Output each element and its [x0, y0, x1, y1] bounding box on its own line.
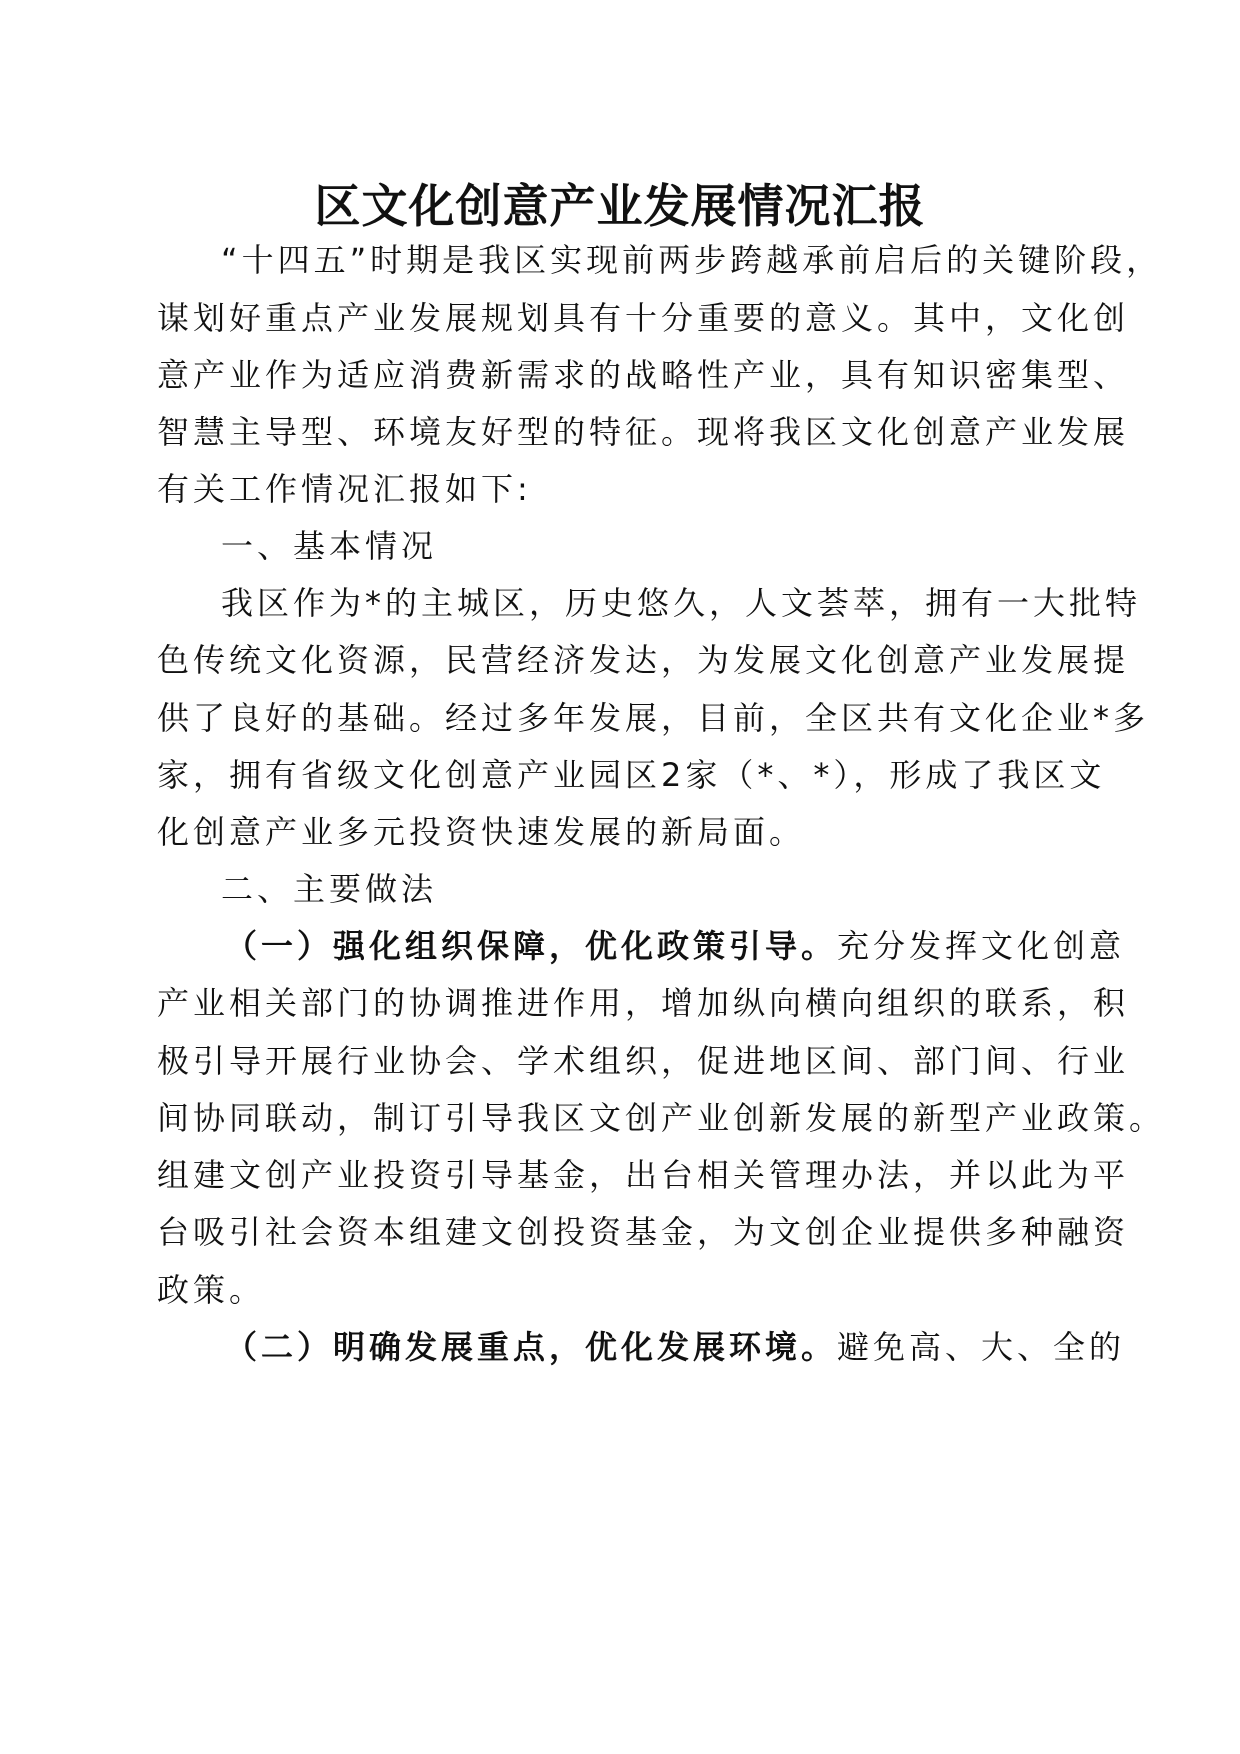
section-1-line-4: 家，拥有省级文化创意产业园区2家（*、*），形成了我区文: [157, 756, 1106, 794]
section-1-line-3: 供了良好的基础。经过多年发展，目前，全区共有文化企业*多: [157, 699, 1150, 737]
section-2-item-1-line-7: 政策。: [157, 1271, 266, 1309]
intro-line-3: 意产业作为适应消费新需求的战略性产业，具有知识密集型、: [157, 356, 1130, 394]
section-2-item-1-heading: （一）强化组织保障，优化政策引导。: [225, 927, 838, 965]
section-2-item-2-text: 避免高、大、全的: [837, 1328, 1126, 1366]
document-title: 区文化创意产业发展情况汇报: [314, 179, 926, 233]
section-2-item-1-line-3: 极引导开展行业协会、学术组织，促进地区间、部门间、行业: [157, 1042, 1130, 1080]
section-2-item-2-heading: （二）明确发展重点，优化发展环境。: [225, 1328, 838, 1366]
section-1-heading: 一、基本情况: [221, 527, 438, 565]
intro-line-5: 有关工作情况汇报如下:: [157, 470, 532, 508]
intro-line-2: 谋划好重点产业发展规划具有十分重要的意义。其中，文化创: [157, 299, 1130, 337]
section-2-heading: 二、主要做法: [221, 870, 438, 908]
section-2-item-1-text: 充分发挥文化创意: [837, 927, 1126, 965]
section-2-item-1-line-6: 台吸引社会资本组建文创投资基金，为文创企业提供多种融资: [157, 1213, 1130, 1251]
section-2-item-1-line-4: 间协同联动，制订引导我区文创产业创新发展的新型产业政策。: [157, 1099, 1166, 1137]
section-1-line-2: 色传统文化资源，民营经济发达，为发展文化创意产业发展提: [157, 641, 1130, 679]
section-2-item-1-line-5: 组建文创产业投资引导基金，出台相关管理办法，并以此为平: [157, 1156, 1130, 1194]
intro-line-1: “十四五”时期是我区实现前两步跨越承前启后的关键阶段，: [221, 241, 1163, 279]
section-2-item-1-first-line: [225, 918, 1125, 974]
section-2-item-1-line-2: 产业相关部门的协调推进作用，增加纵向横向组织的联系，积: [157, 984, 1130, 1022]
section-2-item-2-first-line: [225, 1319, 1125, 1375]
section-1-line-1: 我区作为*的主城区，历史悠久，人文荟萃，拥有一大批特: [221, 584, 1142, 622]
intro-line-4: 智慧主导型、环境友好型的特征。现将我区文化创意产业发展: [157, 413, 1130, 451]
section-1-line-5: 化创意产业多元投资快速发展的新局面。: [157, 813, 806, 851]
